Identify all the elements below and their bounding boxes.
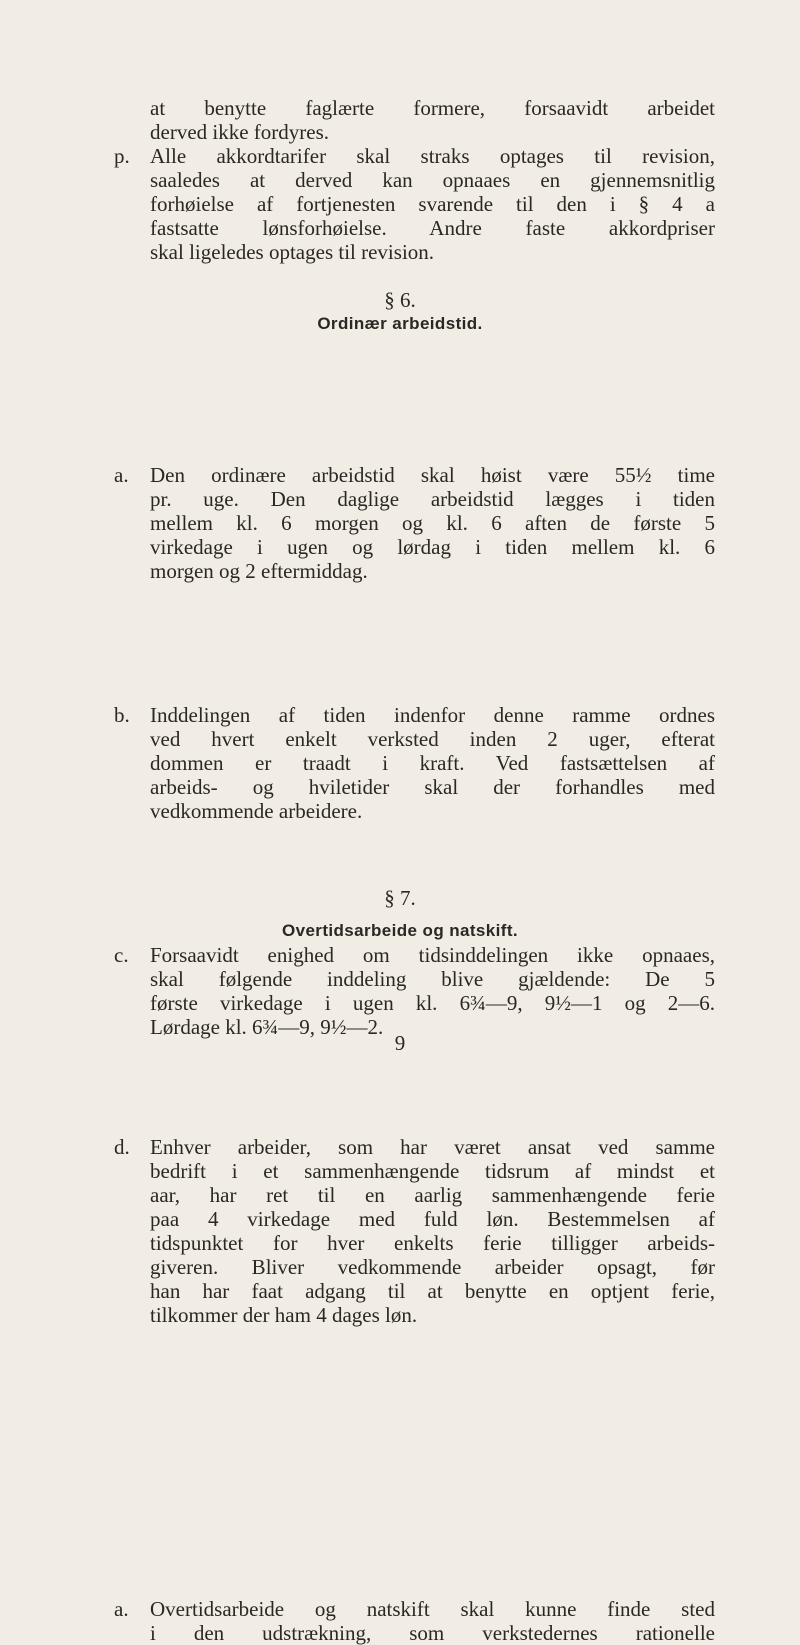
text-line: fastsatte lønsforhøielse. Andre faste akkordpriser [150, 216, 715, 240]
text-line: forhøielse af fortjenesten svarende til den i § 4 a [150, 192, 715, 216]
text-line: derved ikke fordyres. [150, 120, 330, 144]
section-7-item-a [114, 1597, 715, 1645]
text-line: ved hvert enkelt verksted inden 2 uger, efterat [150, 727, 715, 751]
text-line: mellem kl. 6 morgen og kl. 6 aften de første 5 [150, 511, 715, 535]
text-line: Enhver arbeider, som har været ansat ved samme [150, 1135, 715, 1159]
text-line: skal følgende inddeling blive gjældende: De 5 [150, 967, 715, 991]
item-p [114, 144, 715, 264]
text-line: at benytte faglærte formere, forsaavidt arbeidet [150, 96, 715, 120]
text-line: bedrift i et sammenhængende tidsrum af mindst et [150, 1159, 715, 1183]
text-line: vedkommende arbeidere. [150, 799, 363, 823]
text-line: Alle akkordtarifer skal straks optages til revision, [150, 144, 715, 168]
text-line: dommen er traadt i kraft. Ved fastsættelsen af [150, 751, 715, 775]
item-marker: d. [114, 1135, 130, 1159]
item-marker: c. [114, 943, 129, 967]
text-line: aar, har ret til en aarlig sammenhængende ferie [150, 1183, 715, 1207]
item-marker: b. [114, 703, 130, 727]
text-line: tidspunktet for hver enkelts ferie tilligger arbeids- [150, 1231, 715, 1255]
item-marker: a. [114, 1597, 129, 1621]
text-line: Lørdage kl. 6¾—9, 9½—2. [150, 1015, 384, 1039]
text-line: virkedage i ugen og lørdag i tiden mellem kl. 6 [150, 535, 715, 559]
section-6-item-a [114, 463, 715, 583]
text-line: skal ligeledes optages til revision. [150, 240, 435, 264]
text-line: giveren. Bliver vedkommende arbeider opsagt, før [150, 1255, 715, 1279]
text-line: Den ordinære arbeidstid skal høist være 55½ time [150, 463, 715, 487]
section-6-item-d [114, 1135, 715, 1327]
section-6-number: § 6. [384, 288, 416, 312]
text-line: saaledes at derved kan opnaaes en gjennemsnitlig [150, 168, 715, 192]
text-line: første virkedage i ugen kl. 6¾—9, 9½—1 og 2—6. [150, 991, 715, 1015]
section-7-title: Overtidsarbeide og natskift. [281, 921, 519, 940]
text-line: i den udstrækning, som verkstedernes rationelle [150, 1621, 715, 1645]
text-line: pr. uge. Den daglige arbeidstid lægges i tiden [150, 487, 715, 511]
section-7-number: § 7. [384, 886, 416, 910]
text-line: han har faat adgang til at benytte en optjent ferie, [150, 1279, 715, 1303]
section-6-title: Ordinær arbeidstid. [317, 314, 483, 333]
text-line: tilkommer der ham 4 dages løn. [150, 1303, 418, 1327]
section-6-item-c [114, 943, 715, 1039]
text-line: Overtidsarbeide og natskift skal kunne finde sted [150, 1597, 715, 1621]
text-line: Forsaavidt enighed om tidsinddelingen ikke opnaaes, [150, 943, 715, 967]
intro-paragraph [150, 96, 715, 144]
text-line: paa 4 virkedage med fuld løn. Bestemmelsen af [150, 1207, 715, 1231]
section-6-item-b [114, 703, 715, 823]
page-number: 9 [394, 1031, 406, 1055]
text-line: morgen og 2 eftermiddag. [150, 559, 368, 583]
item-marker: p. [114, 144, 130, 168]
text-line: arbeids- og hviletider skal der forhandles med [150, 775, 715, 799]
item-marker: a. [114, 463, 129, 487]
text-line: Inddelingen af tiden indenfor denne ramme ordnes [150, 703, 715, 727]
